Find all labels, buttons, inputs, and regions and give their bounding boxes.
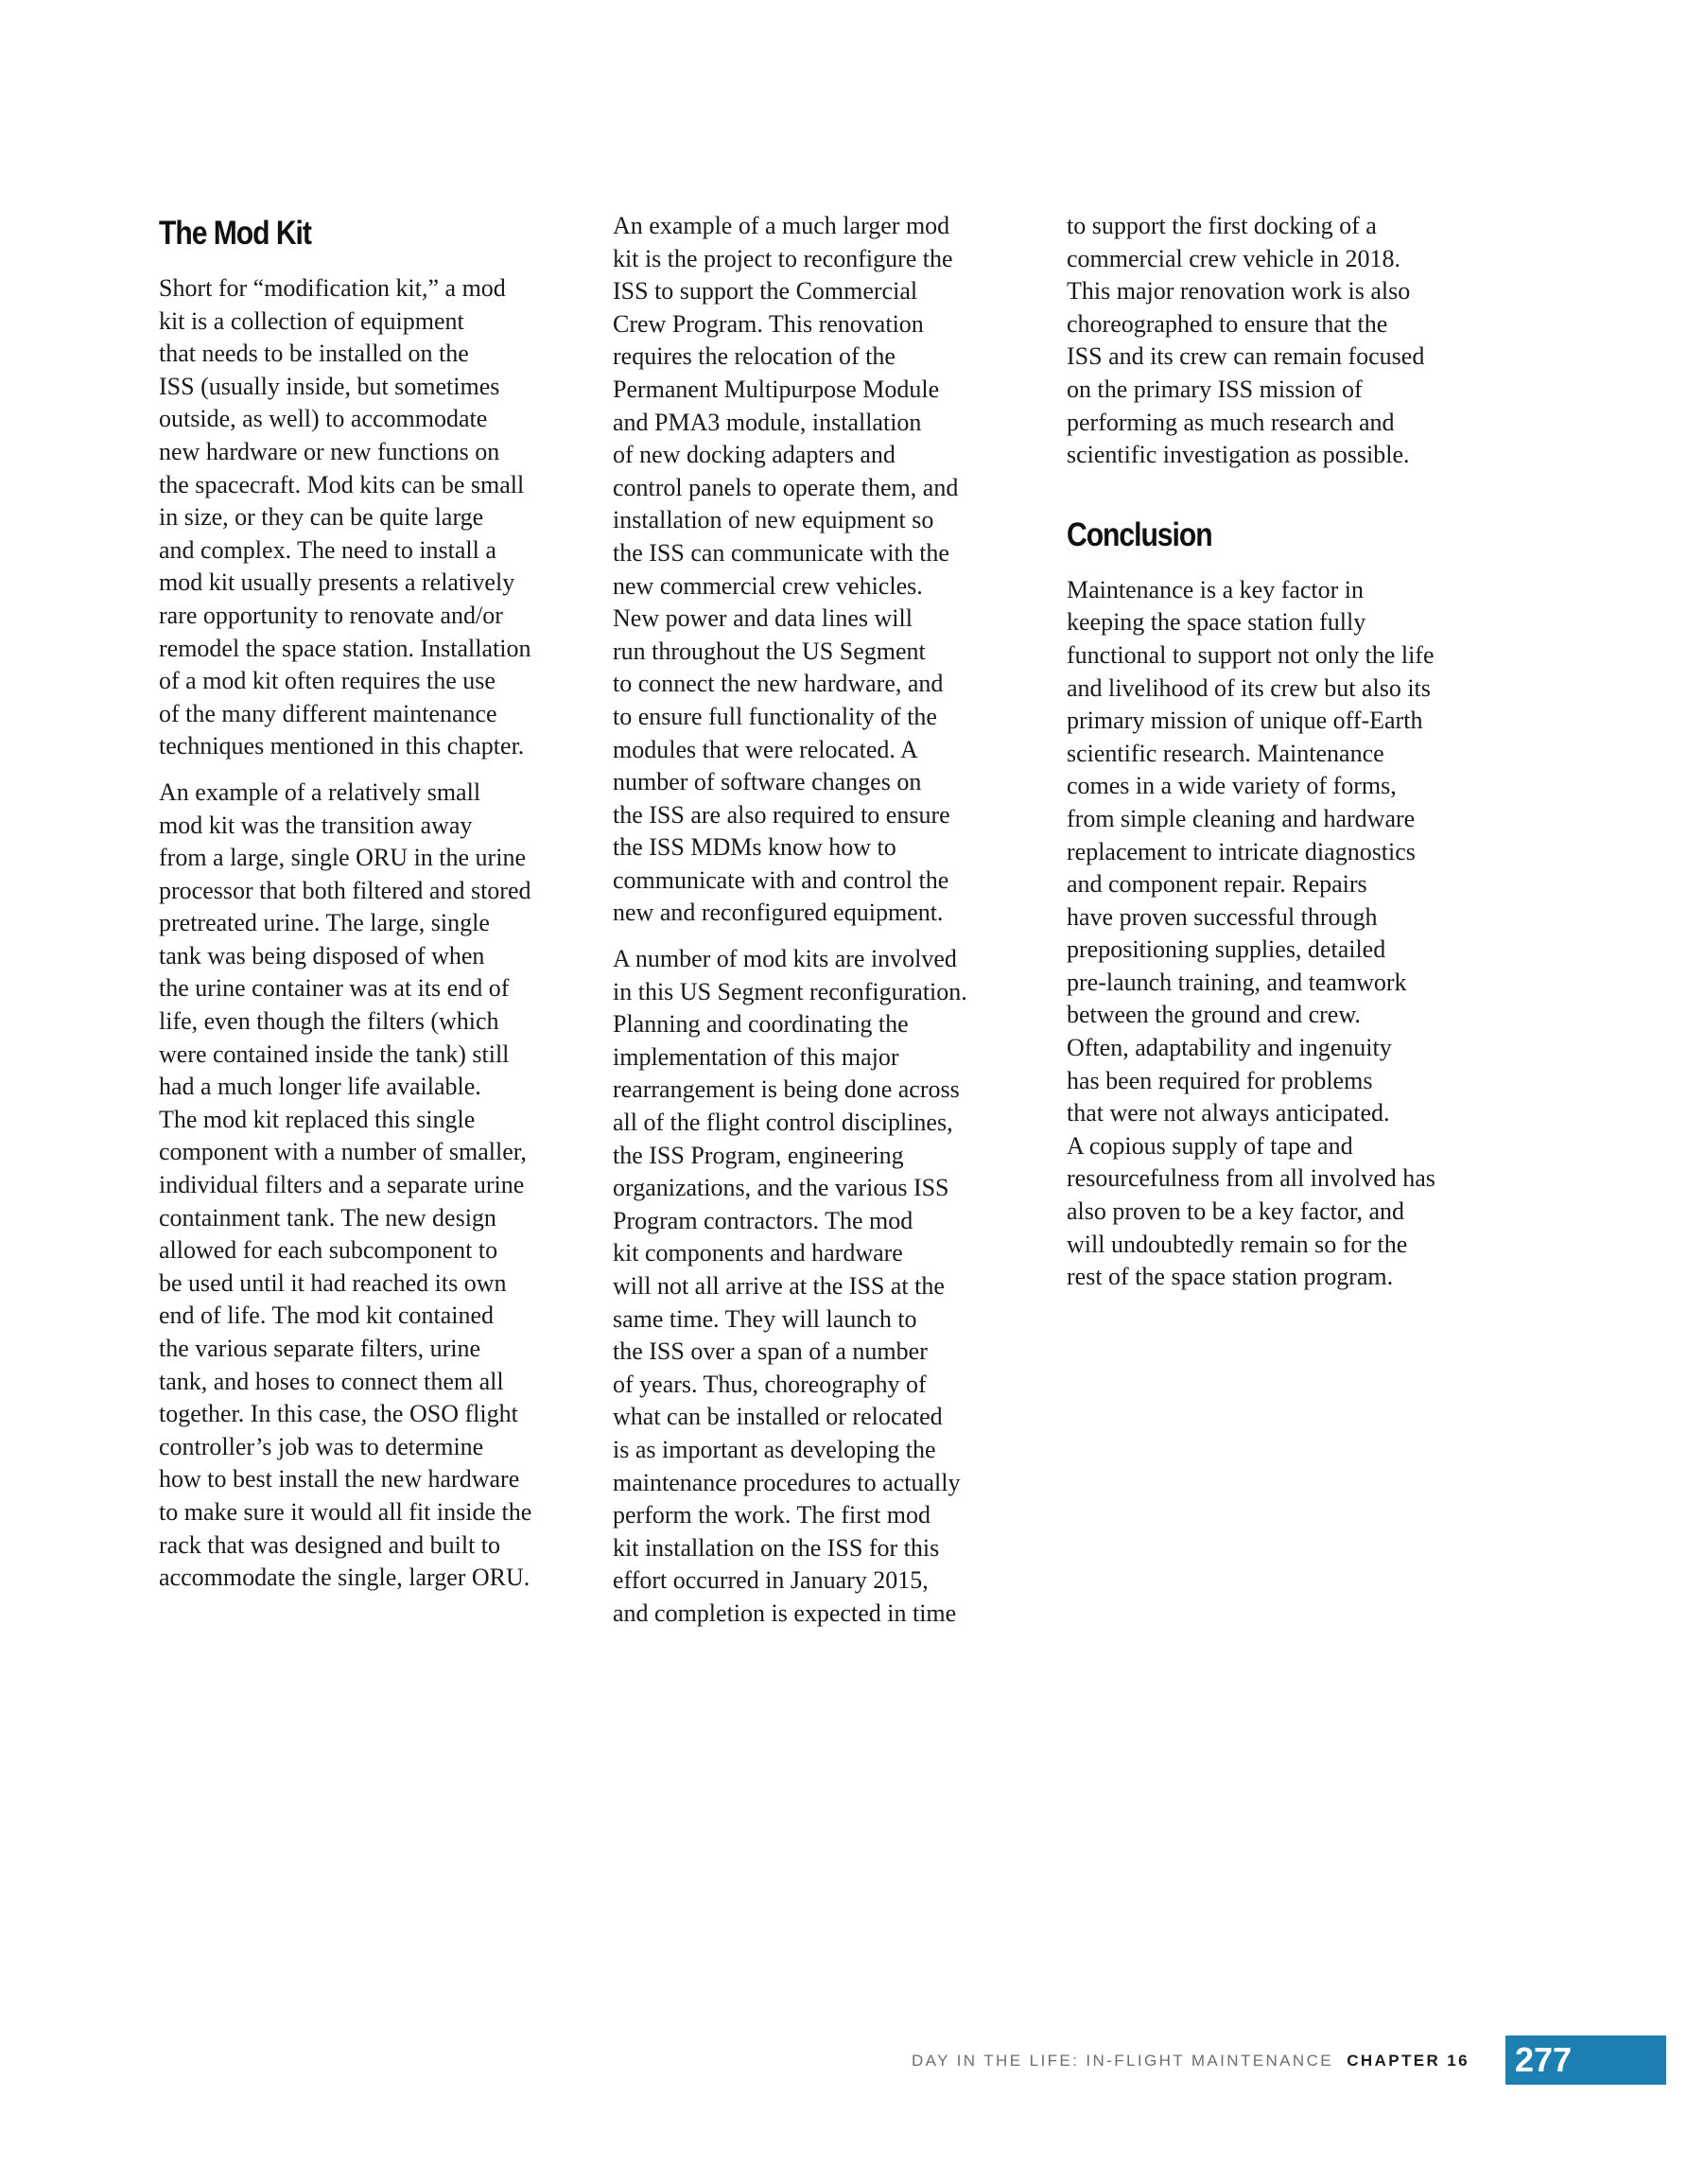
- section-heading-mod-kit: The Mod Kit: [159, 215, 311, 252]
- left-column: [159, 210, 603, 1608]
- body-paragraph: An example of a relatively small mod kit was the transition away from a large, single ORU in the urine processor that both filtered and stored pretreated urine. The large, single tank was being disposed of when the urine container was at its end of life, even though the filters (which were contained inside the tank) still had a much longer life available. The mod kit replaced this single component with a number of smaller, individual filters and a separate urine containment tank. The new design allowed for each subcomponent to be used until it had reached its own end of life. The mod kit contained the various separate filters, urine tank, and hoses to connect them all together. In this case, the OSO flight controller’s job was to determine how to best install the new hardware to make sure it would all fit inside the rack that was designed and built to accommodate the single, larger ORU.: [159, 778, 532, 1592]
- middle-column: [613, 210, 1029, 1644]
- right-column: [1067, 210, 1511, 1307]
- running-footer-chapter: CHAPTER 16: [1347, 2052, 1470, 2070]
- page-number-box: [1505, 2035, 1666, 2085]
- section-heading-conclusion: Conclusion: [1067, 515, 1212, 553]
- body-paragraph: Maintenance is a key factor in keeping the space station fully functional to support not only the life and livelihood of its crew but also its primary mission of unique off-Earth scientific research. Maintenance comes in a wide variety of forms, from simple cleaning and hardware replacement to intricate diagnostics and component repair. Repairs have proven successful through prepositioning supplies, detailed pre-launch training, and teamwork between the ground and crew. Often, adaptability and ingenuity has been required for problems that were not always anticipated. A copious supply of tape and resourcefulness from all involved has also proven to be a key factor, and will undoubtedly remain so for the rest of the space station program.: [1067, 575, 1435, 1291]
- body-paragraph: An example of a much larger mod kit is the project to reconfigure the ISS to support the Commercial Crew Program. This renovation requires the relocation of the Permanent Multipurpose Module and PMA3 module, installation of new docking adapters and control panels to operate them, and installation of new equipment so the ISS can communicate with the new commercial crew vehicles. New power and data lines will run throughout the US Segment to connect the new hardware, and to ensure full functionality of the modules that were relocated. A number of software changes on the ISS are also required to ensure the ISS MDMs know how to communicate with and control the new and reconfigured equipment.: [613, 212, 959, 927]
- page-footer: [0, 2035, 1687, 2085]
- body-paragraph: to support the first docking of a commercial crew vehicle in 2018. This major renovation work is also choreographed to ensure that the ISS and its crew can remain focused on the primary ISS mission of performing as much research and scientific investigation as possible.: [1067, 212, 1425, 469]
- body-paragraph: Short for “modification kit,” a mod kit is a collection of equipment that needs to be installed on the ISS (usually inside, but sometimes outside, as well) to accommodate new hardware or new functions on the spacecraft. Mod kits can be small in size, or they can be quite large and complex. The need to install a mod kit usually presents a relatively rare opportunity to renovate and/or remodel the space station. Installation of a mod kit often requires the use of the many different maintenance techniques mentioned in this chapter.: [159, 274, 531, 760]
- running-footer-section: DAY IN THE LIFE: IN-FLIGHT MAINTENANCE: [911, 2052, 1333, 2070]
- page-number: 277: [1515, 2040, 1573, 2079]
- body-paragraph: A number of mod kits are involved in this US Segment reconfiguration. Planning and coordinating the implementation of this major rearrangement is being done across all of the flight control disciplines, the ISS Program, engineering organizations, and the various ISS Program contractors. The mod kit components and hardware will not all arrive at the ISS at the same time. They will launch to the ISS over a span of a number of years. Thus, choreography of what can be installed or relocated is as important as developing the maintenance procedures to actually perform the work. The first mod kit installation on the ISS for this effort occurred in January 2015, and completion is expected in time: [613, 945, 967, 1627]
